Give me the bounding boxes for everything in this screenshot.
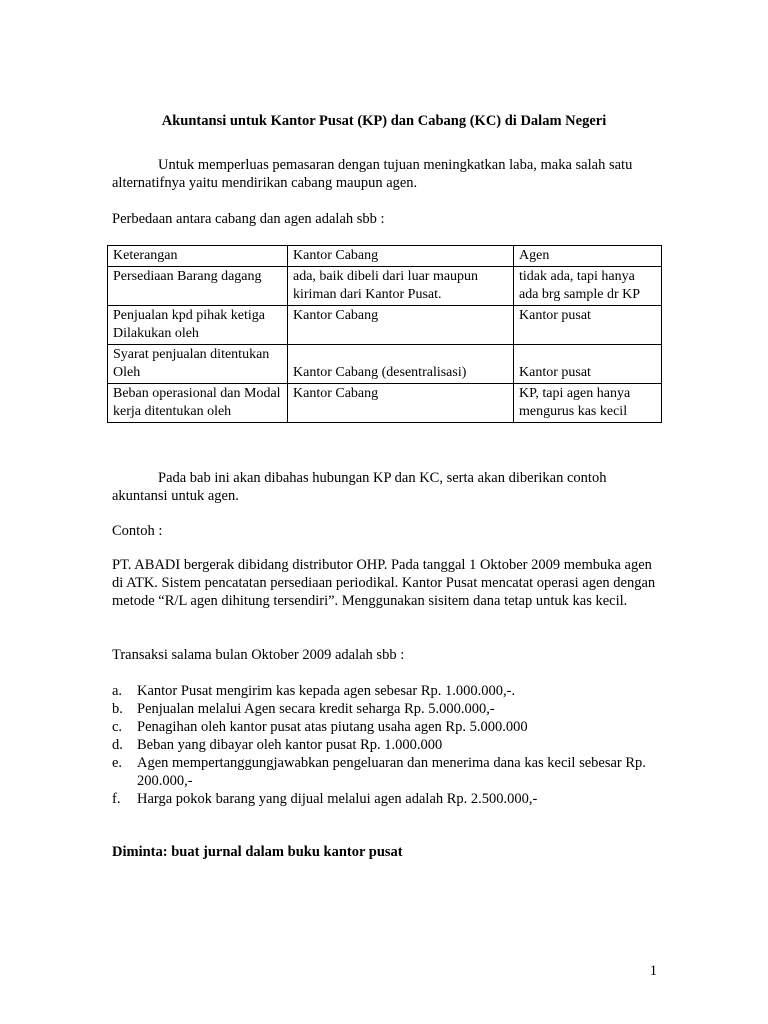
requirement-heading: Diminta: buat jurnal dalam buku kantor pusat <box>112 844 403 860</box>
list-item-text: Agen mempertanggungjawabkan pengeluaran dan menerima dana kas kecil sebesar Rp. 200.000,- <box>137 755 646 789</box>
table-cell: ada, baik dibeli dari luar maupun kiriman dari Kantor Pusat. <box>288 267 514 306</box>
list-item <box>112 682 660 700</box>
list-item <box>112 736 660 754</box>
table-header-cell: Keterangan <box>108 246 288 267</box>
table-cell: tidak ada, tapi hanya ada brg sample dr KP <box>514 267 662 306</box>
list-item <box>112 754 660 790</box>
list-marker: b. <box>112 701 123 717</box>
list-item-text: Penjualan melalui Agen secara kredit seharga Rp. 5.000.000,- <box>137 701 495 717</box>
table-cell: Beban operasional dan Modal kerja ditentukan oleh <box>108 384 288 423</box>
table-cell: KP, tapi agen hanya mengurus kas kecil <box>514 384 662 423</box>
chapter-note: Pada bab ini akan dibahas hubungan KP dan KC, serta akan diberikan contoh akuntansi untuk agen. <box>112 470 607 504</box>
list-item <box>112 700 660 718</box>
table-header-cell: Kantor Cabang <box>288 246 514 267</box>
table-row <box>108 384 662 423</box>
list-marker: a. <box>112 683 123 699</box>
table-cell: Kantor pusat <box>514 345 662 384</box>
table-cell: Kantor Cabang <box>288 384 514 423</box>
page-number: 1 <box>649 963 657 979</box>
table-cell: Kantor Cabang <box>288 306 514 345</box>
transactions-list <box>112 682 660 808</box>
list-item <box>112 718 660 736</box>
table-row <box>108 345 662 384</box>
list-marker: e. <box>112 755 123 771</box>
list-marker: f. <box>112 791 121 807</box>
table-row <box>108 306 662 345</box>
table-header-cell: Agen <box>514 246 662 267</box>
table-header-row <box>108 246 662 267</box>
list-item-text: Kantor Pusat mengirim kas kepada agen sebesar Rp. 1.000.000,-. <box>137 683 516 699</box>
table-cell: Kantor pusat <box>514 306 662 345</box>
table-cell: Kantor Cabang (desentralisasi) <box>288 345 514 384</box>
list-marker: d. <box>112 737 123 753</box>
table-cell: Persediaan Barang dagang <box>108 267 288 306</box>
table-row <box>108 267 662 306</box>
list-marker: c. <box>112 719 123 735</box>
list-item-text: Beban yang dibayar oleh kantor pusat Rp. 1.000.000 <box>137 737 443 753</box>
list-item-text: Harga pokok barang yang dijual melalui agen adalah Rp. 2.500.000,- <box>137 791 538 807</box>
list-item-text: Penagihan oleh kantor pusat atas piutang usaha agen Rp. 5.000.000 <box>137 719 528 735</box>
example-label: Contoh : <box>112 523 163 539</box>
table-cell: Syarat penjualan ditentukan Oleh <box>108 345 288 384</box>
table-cell: Penjualan kpd pihak ketiga Dilakukan oleh <box>108 306 288 345</box>
document-title: Akuntansi untuk Kantor Pusat (KP) dan Cabang (KC) di Dalam Negeri <box>161 113 607 129</box>
difference-intro: Perbedaan antara cabang dan agen adalah sbb : <box>112 211 385 227</box>
case-paragraph: PT. ABADI bergerak dibidang distributor OHP. Pada tanggal 1 Oktober 2009 membuka agen di ATK. Sistem pencatatan persediaan periodikal. Kantor Pusat mencatat operasi agen dengan metode “R/L agen dihitung tersendiri”. Menggunakan sisitem dana tetap untuk kas kecil. <box>112 557 656 609</box>
intro-paragraph: Untuk memperluas pemasaran dengan tujuan meningkatkan laba, maka salah satu alternatifnya yaitu mendirikan cabang maupun agen. <box>112 157 633 191</box>
comparison-table <box>107 245 662 423</box>
list-item <box>112 790 660 808</box>
transactions-intro: Transaksi salama bulan Oktober 2009 adalah sbb : <box>112 647 405 663</box>
